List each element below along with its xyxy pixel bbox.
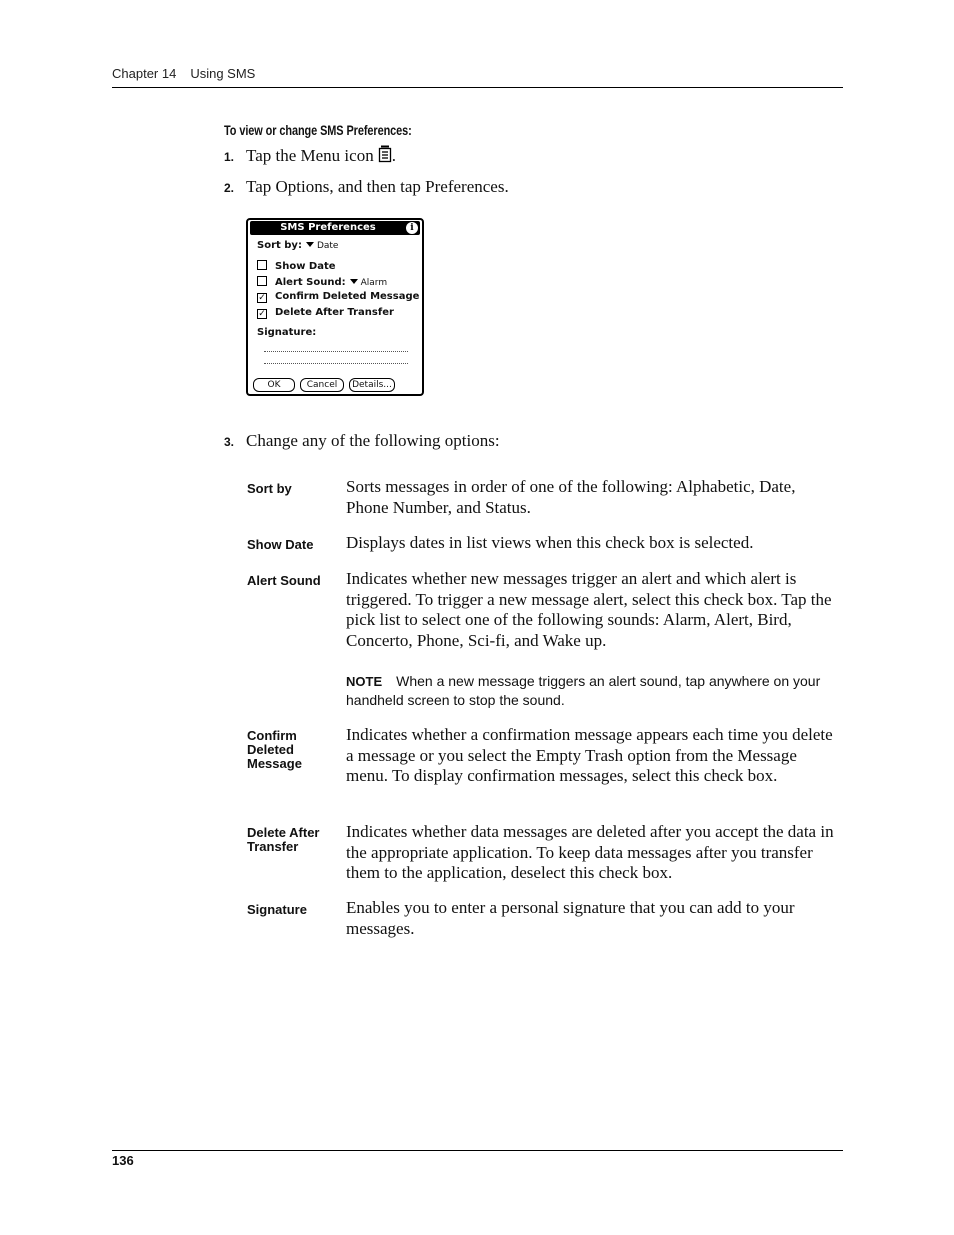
note [346,672,836,710]
option-description: Indicates whether new messages trigger an alert and which alert is triggered. To trigger a new message alert, select this check box. Tap the pick list to select one of the following sounds: Alarm, Alert, Bird, Concerto, Phone, Sci-fi, and Wake up. [346,569,832,650]
dropdown-arrow-icon[interactable] [350,279,358,284]
option-term: Signature [247,902,307,917]
option-term: Show Date [247,537,314,552]
confirm-deleted-checkbox[interactable]: ✓ [258,293,266,303]
delete-after-transfer-checkbox[interactable]: ✓ [258,309,266,319]
step-number: 3. [224,435,235,449]
signature-line[interactable] [264,351,408,352]
page-number: 136 [112,1153,134,1168]
option-term: Alert Sound [247,573,321,588]
header-rule [112,87,843,88]
show-date-row[interactable] [257,260,336,273]
alert-sound-value[interactable]: Alarm [360,278,388,288]
details-button[interactable]: Details... [349,378,395,392]
dropdown-arrow-icon[interactable] [306,242,314,247]
alert-sound-row[interactable] [257,276,387,289]
checkbox-label: Show Date [275,261,336,272]
sort-by-row [257,240,338,252]
section-label: Using SMS [190,66,256,81]
step-text: Change any of the following options: [246,431,500,450]
option-description: Displays dates in list views when this check box is selected. [346,533,754,552]
option-term: Sort by [247,481,292,496]
step-2 [224,177,509,197]
step-number: 2. [224,181,235,195]
option-term: Confirm Deleted Message [247,728,302,771]
procedure-heading: To view or change SMS Preferences: [224,122,412,138]
signature-line[interactable] [264,363,408,364]
checkbox-label: Confirm Deleted Message [275,291,420,302]
sort-by-value[interactable]: Date [316,241,339,251]
option-description: Indicates whether a confirmation message appears each time you delete a message or you select the Empty Trash option from the Message menu. To display confirmation messages, select this check box. [346,725,833,785]
option-description: Indicates whether data messages are deleted after you accept the data in the appropriate application. To keep data messages after you transfer them to the application, deselect this check box. [346,822,834,882]
note-text: When a new message triggers an alert sound, tap anywhere on your handheld screen to stop the sound. [346,673,821,708]
footer-rule [112,1150,843,1151]
dialog-title: SMS Preferences i [250,221,420,235]
step-number: 1. [224,150,235,164]
step-3 [224,431,500,451]
step-1: 1. Tap the Menu icon . [224,146,396,165]
info-icon[interactable]: i [406,222,418,234]
show-date-checkbox[interactable] [257,260,267,270]
delete-after-transfer-row[interactable] [257,307,394,319]
sms-preferences-dialog [246,218,424,396]
alert-sound-checkbox[interactable] [257,276,267,286]
option-term: Delete After Transfer [247,825,320,854]
signature-label: Signature: [257,327,317,338]
chapter-label: Chapter 14 [112,66,177,81]
cancel-button[interactable]: Cancel [300,378,344,392]
menu-icon [378,145,392,163]
confirm-deleted-row[interactable] [257,291,419,303]
checkbox-label: Alert Sound: [275,277,346,288]
option-description: Enables you to enter a personal signature that you can add to your messages. [346,898,795,938]
ok-button[interactable]: OK [253,378,295,392]
option-description: Sorts messages in order of one of the following: Alphabetic, Date, Phone Number, and Status. [346,477,796,517]
note-label: NOTE [346,674,383,689]
step-text: Tap the Menu icon [246,146,374,165]
step-text: Tap Options, and then tap Preferences. [246,177,509,196]
sort-by-label: Sort by: [257,240,302,251]
running-header [112,66,255,81]
checkbox-label: Delete After Transfer [275,307,394,318]
